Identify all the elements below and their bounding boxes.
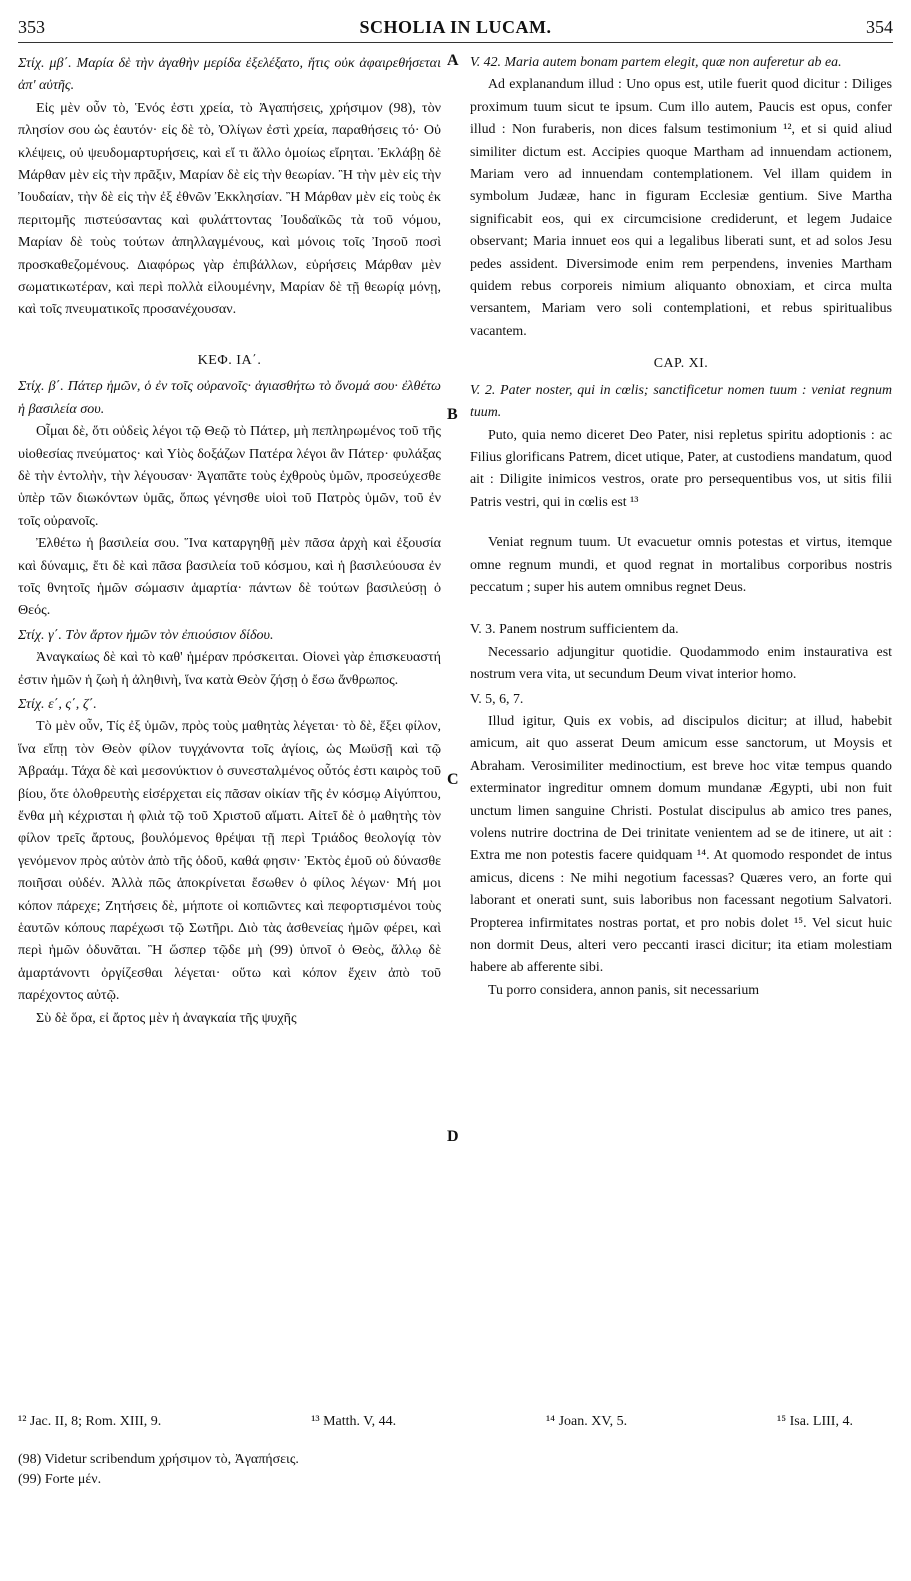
right-page-number: 354 xyxy=(866,16,893,37)
footnote-ref: ¹⁴ Joan. XV, 5. xyxy=(545,1414,628,1429)
greek-chapter-heading: ΚΕΦ. ΙΑ΄. xyxy=(197,351,262,368)
editor-note-99: (99) Forte μέν. xyxy=(18,1472,102,1487)
greek-verse-3-ref: Στίχ. γ΄. Τὸν ἄρτον ἡμῶν τὸν ἐπιούσιον δίδου. xyxy=(18,626,274,643)
margin-marker-b: B xyxy=(447,406,458,423)
latin-paragraph: Tu porro considera, annon panis, sit necessarium xyxy=(488,982,760,998)
left-page-number: 353 xyxy=(18,16,45,37)
footnote-ref: ¹² Jac. II, 8; Rom. XIII, 9. xyxy=(18,1414,162,1429)
greek-paragraph: Σὺ δὲ ὅρα, εἰ ἄρτος μὲν ἡ ἀναγκαία τῆς ψυχῆς xyxy=(36,1009,297,1026)
footnote-ref: ¹³ Matth. V, 44. xyxy=(311,1414,397,1429)
footnote-ref: ¹⁵ Isa. LIII, 4. xyxy=(777,1414,853,1429)
latin-paragraph: Necessario adjungitur quotidie. Quodammodo enim instaurativa est nostrum vera vita, ut secundum Deum vivat interior homo. xyxy=(470,644,892,683)
latin-verse-42-ref: V. 42. Maria autem bonam partem elegit, quæ non auferetur ab ea. xyxy=(470,55,842,70)
latin-paragraph: Illud igitur, Quis ex vobis, ad discipulos dicitur; at illud, habebit amicum, ait quo asserat Deum amicum esse sanctorum, ut Moysis et Abraham. Verosimiliter medinoctium, est breve hoc vitæ tempus quando exterminator ingreditur omnem domum mundanæ Ægypti, ubi non fuit unctum limen sanguine Christi. Postulat discipulus ab amico tres panes, volens nutrire doctrina de Dei trinitate venientem ad se de itinere, ut ait : Extra me non potestis facere quidquam ¹⁴. At quomodo respondet de intus amicus, dicens : Ne mihi negotium facessas? Quæres vero, an forte qui laborant et onerati sunt, suis laboribus non facessant negotium Salvatori. Propterea infirmitates nostras portat, et pro nobis dolet ¹⁵. Vel sicut huic non dormit Deus, alteri vero peccanti irasci dicitur; ita etiam molestiam habere ab afferente sibi. xyxy=(470,713,892,976)
greek-column xyxy=(18,50,441,1029)
greek-paragraph: Ἀναγκαίως δὲ καὶ τὸ καθ' ἡμέραν πρόσκειται. Οἱονεὶ γὰρ ἐπισκευαστή ἐστιν ἡμῶν ἡ ζωὴ ἡ ἀληθινὴ, ἵνα κατὰ Θεὸν ζήσῃ ὁ ἔσω ἄνθρωπος. xyxy=(18,649,441,688)
latin-paragraph: Ad explanandum illud : Uno opus est, utile fuerit quod dicitur : Diliges proximum tuum sicut te ipsum. Cum illo autem, Paucis est opus, confer illud : Non furaberis, non dices falsum testimonium ¹², et si quid aliud similiter dictum est. Accipies quoque Martham ad innuendam actionem, Mariam vero ad innuendam contemplationem. Vel illam quidem in symbolum Judææ, hanc in figuram Ecclesiæ gentium. Sive Martha significabit eos, qui ex circumcisione crediderunt, et legem Judaice observant; Maria innuet eos qui a legalibus liberati sunt, et ad solos Jesu pedes assident. Diversimode enim rem perpendens, invenies Martham quidem rebus corporeis nimium aliquanto obnoxiam, et circa multa versantem, Mariam vero soli contemplationi, et rebus spiritualibus vacantem. xyxy=(470,77,892,339)
latin-paragraph: Veniat regnum tuum. Ut evacuetur omnis potestas et virtus, itemque omne regnum mundi, et quod regnat in mortalibus corporibus nostris peccatum ; super his autem omnibus regnet Deus. xyxy=(470,535,892,595)
page-header xyxy=(18,12,893,43)
latin-verse-3-ref: V. 3. Panem nostrum sufficientem da. xyxy=(470,622,679,638)
latin-verse-5-ref: V. 5, 6, 7. xyxy=(470,691,524,707)
latin-chapter-heading: CAP. XI. xyxy=(653,356,709,372)
greek-paragraph: Τὸ μὲν οὖν, Τίς ἐξ ὑμῶν, πρὸς τοὺς μαθητὰς λέγεται· τὸ δὲ, ἕξει φίλον, ἵνα εἴπῃ τὸν Θεὸν φίλον τυγχάνοντα τοῖς ἁγίοις, ὡς Μωϋσῇ καὶ τῷ Ἀβραάμ. Τάχα δὲ καὶ μεσονύκτιον ὁ συνεσταλμένος οὗτός ἐστι καιρὸς τοῦ βίου, ὅτε ὁλοθρευτὴς εἰσέρχεται εἰς πᾶσαν οἰκίαν τῆς ἐν κόσμῳ Αἰγύπτου, ἔνθα μὴ κέχρισται ἡ φλιὰ τῷ τοῦ Χριστοῦ αἵματι. Αἰτεῖ δὲ ὁ μαθητὴς τὸν φίλον τρεῖς ἄρτους, βουλόμενος θρέψαι τῇ περὶ Τριάδος θεολογίᾳ τὸν γενόμενον πρὸς αὐτὸν ἀπὸ τῆς ὁδοῦ, καθά φησιν· Ἐκτὸς ἐμοῦ οὐ δύνασθε ποιῆσαι οὐδέν. Ἀλλὰ πῶς ἀποκρίνεται ἔσωθεν ὁ φίλος λέγων· Μή μοι κόπον πάρεχε; Ζητήσεις δὲ, μήποτε οἱ κοπιῶντες καὶ πεφορτισμένοι τοὺς ἑαυτῶν κόπους παρέχωσι τῷ Σωτῆρι. Διὸ τὰς ἀσθενείας ἡμῶν φέρει, καὶ περὶ ἡμῶν ὀδυνᾶται. Ἢ ὥσπερ τῷδε μὴ (99) ὑπνοῖ ὁ Θεὸς, ἄλλῳ δὲ ἁμαρτάνοντι ὀργίζεσθαι λέγεται· οὕτω καὶ κόπον ἔχειν ἀπὸ τοῦ παρέχοντος αὐτῷ. xyxy=(18,718,441,1004)
greek-verse-42-ref: Στίχ. μβ΄. Μαρία δὲ τὴν ἀγαθὴν μερίδα ἐξελέξατο, ἥτις οὐκ ἀφαιρεθήσεται ἀπ' αὐτῆς. xyxy=(18,55,441,94)
scripture-references xyxy=(18,1412,893,1432)
margin-marker-a: A xyxy=(447,52,459,69)
latin-paragraph: Puto, quia nemo diceret Deo Pater, nisi repletus spiritu adoptionis : ac Filius glorificans Patrem, dicet utique, Pater, at custodiens mandatum, quod ait : Diligite inimicos vestros, orate pro persequentibus vos, ut sitis filii Patris vestri, qui in cœlis est ¹³ xyxy=(470,427,892,510)
running-title: SCHOLIA IN LUCAM. xyxy=(359,16,552,37)
latin-column xyxy=(470,50,892,1002)
greek-paragraph: Εἰς μὲν οὖν τὸ, Ἑνός ἐστι χρεία, τὸ Ἀγαπήσεις, χρήσιμον (98), τὸν πλησίον σου ὡς ἑαυτόν· εἰς δὲ τὸ, Ὀλίγων ἐστὶ χρεία, παραθήσεις τό· Οὐ κλέψεις, οὐ ψευδομαρτυρήσεις, καὶ εἴ τι ἄλλο ὁμοίως εἴρηται. Ἐκλάβῃ δὲ Μάρθαν μὲν εἰς τὴν πρᾶξιν, Μαρίαν δὲ εἰς τὴν θεωρίαν. Ἢ τὴν μὲν εἰς τὴν Ἰουδαίαν, τὴν δὲ εἰς τὴν ἐξ ἐθνῶν Ἐκκλησίαν. Ἢ Μάρθαν μὲν εἰς τοὺς ἐκ περιτομῆς πιστεύσαντας καὶ φυλάττοντας Ἰουδαϊκῶς τὰ τοῦ νόμου, Μαρίαν δὲ τοὺς τούτων ἀπηλλαγμένους, καὶ μόνοις τοῖς Ἰησοῦ ποσὶ προσκαθεζομένους. Διαφόρως γὰρ ἐπιβάλλων, εὑρήσεις Μάρθαν μὲν σωματικωτέραν, καὶ περὶ πολλὰ εἱλουμένην, Μαρίαν δὲ τῇ θεωρίᾳ μόνῃ, καὶ τοῖς πνευματικοῖς προσανέχουσαν. xyxy=(18,99,441,318)
margin-marker-d: D xyxy=(447,1128,459,1145)
footnotes xyxy=(18,1412,893,1490)
latin-verse-2-ref: V. 2. Pater noster, qui in cœlis; sanctificetur nomen tuum : veniat regnum tuum. xyxy=(470,382,892,421)
greek-verse-5-ref: Στίχ. ε΄, ς΄, ζ΄. xyxy=(18,695,97,712)
editor-note-98: (98) Videtur scribendum χρήσιμον τὸ, Ἀγαπήσεις. xyxy=(18,1452,299,1467)
greek-paragraph: Οἶμαι δὲ, ὅτι οὐδεὶς λέγοι τῷ Θεῷ τὸ Πάτερ, μὴ πεπληρωμένος τοῦ τῆς υἱοθεσίας πνεύματος· καὶ Υἱὸς δοξάζων Πατέρα λέγοι ἂν Πάτερ· φυλάξας δὲ τὴν ἐντολὴν, τὴν λέγουσαν· Ἀγαπᾶτε τοὺς ἐχθροὺς ὑμῶν, προσεύχεσθε ὑπὲρ τῶν διωκόντων ὑμᾶς, ὅπως γένησθε υἱοὶ τοῦ Πατρὸς ὑμῶν, τοῦ ἐν τοῖς οὐρανοῖς. xyxy=(18,423,441,529)
greek-paragraph: Ἐλθέτω ἡ βασιλεία σου. Ἵνα καταργηθῇ μὲν πᾶσα ἀρχὴ καὶ ἐξουσία καὶ δύναμις, ἔτι δὲ καὶ πᾶσα βασιλεία τοῦ κόσμου, καὶ ἡ βασιλεύουσα ἐν τοῖς θνητοῖς ἡμῶν σώμασιν ἁμαρτία· πάντων δὲ τούτων βασιλεύσῃ ὁ Θεός. xyxy=(18,535,441,619)
greek-verse-2-ref: Στίχ. β΄. Πάτερ ἡμῶν, ὁ ἐν τοῖς οὐρανοῖς· ἁγιασθήτω τὸ ὄνομά σου· ἐλθέτω ἡ βασιλεία σου. xyxy=(18,378,441,417)
editor-notes xyxy=(18,1450,893,1490)
margin-marker-c: C xyxy=(447,771,459,788)
